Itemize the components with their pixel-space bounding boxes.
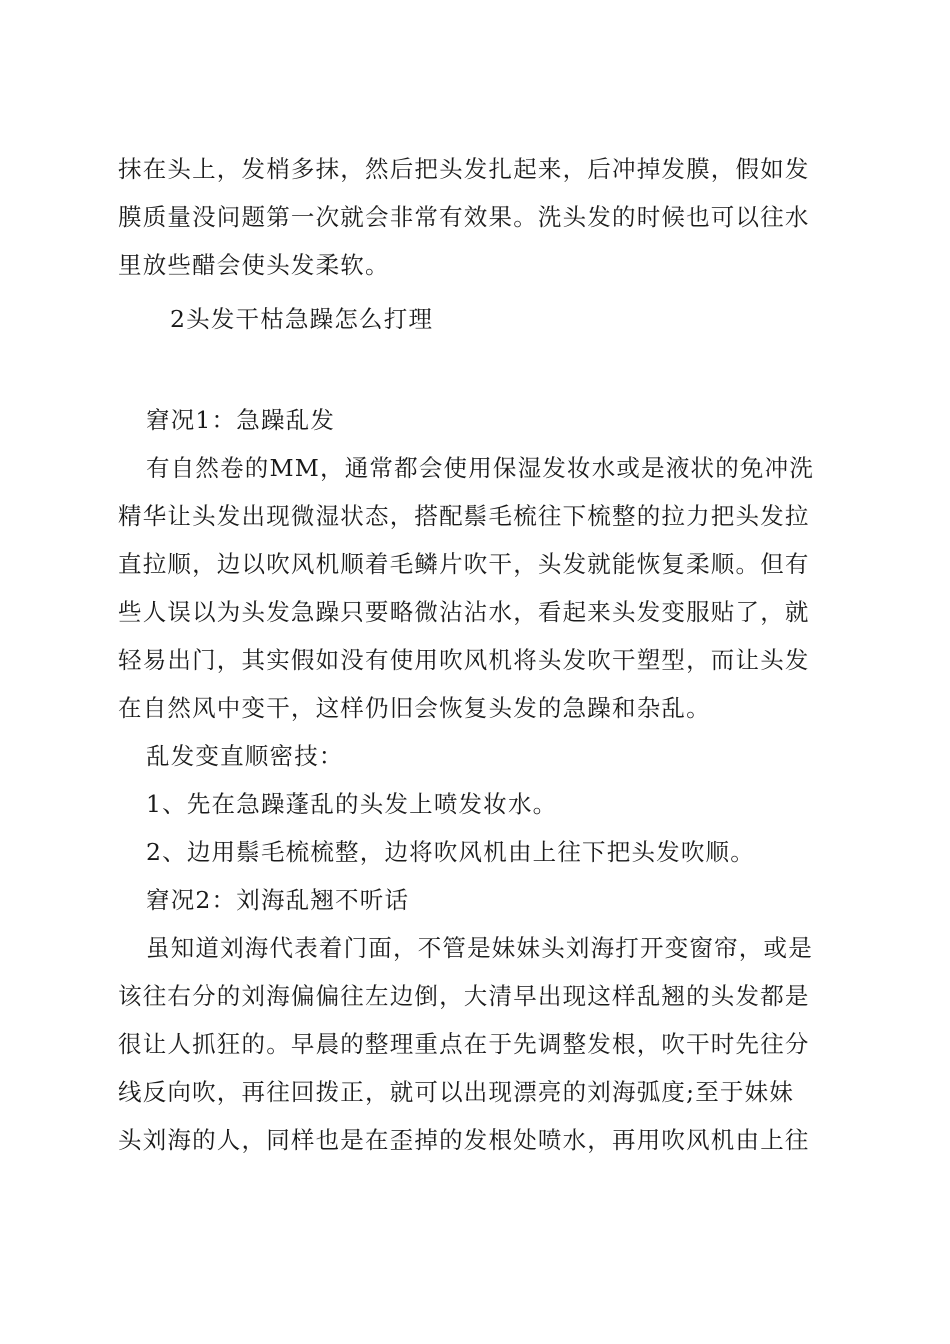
- paragraph-line: 线反向吹，再往回拨正，就可以出现漂亮的刘海弧度;至于妹妹: [118, 1078, 795, 1106]
- tips-title: 乱发变直顺密技：: [146, 742, 344, 770]
- section-heading: 2头发干枯急躁怎么打理: [170, 305, 434, 333]
- paragraph-line: 在自然风中变干，这样仍旧会恢复头发的急躁和杂乱。: [118, 694, 711, 722]
- tip-item: 1、先在急躁蓬乱的头发上喷发妆水。: [146, 790, 558, 818]
- paragraph-line: 膜质量没问题第一次就会非常有效果。洗头发的时候也可以往水: [118, 203, 810, 231]
- paragraph-line: 直拉顺，边以吹风机顺着毛鳞片吹干，头发就能恢复柔顺。但有: [118, 550, 810, 578]
- paragraph-line: 有自然卷的MM，通常都会使用保湿发妆水或是液状的免冲洗: [146, 454, 815, 482]
- case-title: 窘况1：急躁乱发: [146, 406, 336, 434]
- paragraph-line: 虽知道刘海代表着门面，不管是妹妹头刘海打开变窗帘，或是: [146, 934, 813, 962]
- paragraph-line: 轻易出门，其实假如没有使用吹风机将头发吹干塑型，而让头发: [118, 646, 810, 674]
- paragraph-line: 抹在头上，发梢多抹，然后把头发扎起来，后冲掉发膜，假如发: [118, 155, 810, 183]
- paragraph-line: 精华让头发出现微湿状态，搭配鬃毛梳往下梳整的拉力把头发拉: [118, 502, 810, 530]
- paragraph-line: 该往右分的刘海偏偏往左边倒，大清早出现这样乱翘的头发都是: [118, 982, 810, 1010]
- paragraph-line: 里放些醋会使头发柔软。: [118, 251, 390, 279]
- paragraph-line: 很让人抓狂的。早晨的整理重点在于先调整发根，吹干时先往分: [118, 1030, 810, 1058]
- paragraph-line: 些人误以为头发急躁只要略微沾沾水，看起来头发变服贴了，就: [118, 598, 810, 626]
- tip-item: 2、边用鬃毛梳梳整，边将吹风机由上往下把头发吹顺。: [146, 838, 755, 866]
- case-title: 窘况2：刘海乱翘不听话: [146, 886, 410, 914]
- paragraph-line: 头刘海的人，同样也是在歪掉的发根处喷水，再用吹风机由上往: [118, 1126, 810, 1154]
